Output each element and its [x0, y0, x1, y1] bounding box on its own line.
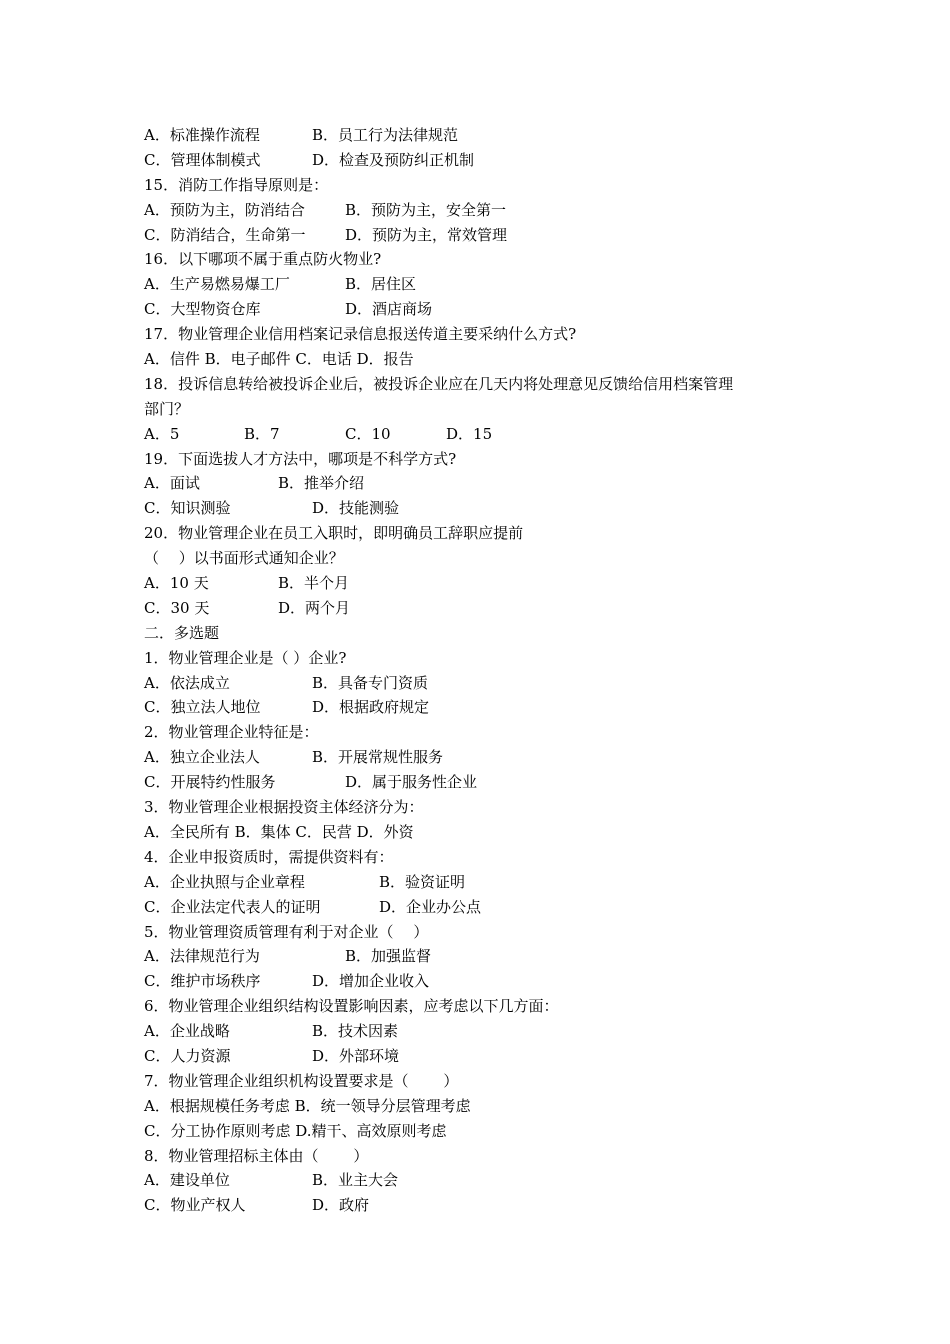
text-segment: B．加强监督	[345, 947, 432, 966]
text-line	[144, 671, 824, 696]
text-segment: A．企业执照与企业章程	[144, 872, 305, 891]
text-segment: D．15	[446, 424, 493, 443]
text-line	[144, 272, 824, 297]
text-line	[144, 247, 824, 272]
text-segment: 部门？	[144, 399, 190, 418]
text-line	[144, 845, 824, 870]
text-line	[144, 1044, 824, 1069]
text-line	[144, 1144, 824, 1169]
text-segment: 18．投诉信息转给被投诉企业后，被投诉企业应在几天内将处理意见反馈给信用档案管理	[144, 374, 734, 393]
text-segment: A．独立企业法人	[144, 748, 260, 767]
text-segment: B．半个月	[278, 574, 350, 593]
text-line	[144, 447, 824, 472]
text-line	[144, 820, 824, 845]
text-segment: D．属于服务性企业	[345, 773, 478, 792]
text-segment: A．预防为主，防消结合	[144, 200, 305, 219]
text-segment: B．具备专门资质	[312, 673, 429, 692]
text-line	[144, 347, 824, 372]
text-line	[144, 745, 824, 770]
text-segment: B．验资证明	[379, 872, 466, 891]
text-segment: A．信件 B．电子邮件 C．电话 D．报告	[144, 350, 414, 369]
text-segment: A．生产易燃易爆工厂	[144, 275, 290, 294]
text-line	[144, 471, 824, 496]
text-segment: 1．物业管理企业是（ ）企业?	[144, 648, 347, 667]
text-segment: 15．消防工作指导原则是：	[144, 175, 329, 194]
text-line	[144, 969, 824, 994]
text-segment: D．企业办公点	[379, 897, 482, 916]
text-segment: 4．企业申报资质时，需提供资料有：	[144, 847, 394, 866]
text-line	[144, 496, 824, 521]
text-segment: D．两个月	[278, 598, 351, 617]
text-segment: C．30 天	[144, 598, 210, 617]
text-segment: D．预防为主，常效管理	[345, 225, 508, 244]
text-line	[144, 1168, 824, 1193]
text-segment: B．技术因素	[312, 1022, 399, 1041]
text-segment: C．管理体制模式	[144, 150, 261, 169]
text-line	[144, 720, 824, 745]
text-segment: C．防消结合，生命第一	[144, 225, 306, 244]
text-segment: D．外部环境	[312, 1046, 400, 1065]
text-segment: 19．下面选拔人才方法中，哪项是不科学方式?	[144, 449, 457, 468]
text-segment: 二．多选题	[144, 623, 220, 642]
text-line	[144, 1069, 824, 1094]
text-line	[144, 1119, 824, 1144]
text-segment: C．开展特约性服务	[144, 773, 276, 792]
text-line	[144, 397, 824, 422]
text-line	[144, 1019, 824, 1044]
text-segment: A．根据规模任务考虑 B．统一领导分层管理考虑	[144, 1096, 471, 1115]
text-segment: C．分工协作原则考虑 D.精干、高效原则考虑	[144, 1121, 447, 1140]
text-segment: 17．物业管理企业信用档案记录信息报送传道主要采纳什么方式?	[144, 325, 577, 344]
text-line	[144, 1094, 824, 1119]
text-line	[144, 646, 824, 671]
text-segment: D．政府	[312, 1196, 370, 1215]
text-segment: C．大型物资仓库	[144, 300, 261, 319]
text-line	[144, 621, 824, 646]
text-segment: A．标准操作流程	[144, 126, 260, 144]
text-segment: 7．物业管理企业组织机构设置要求是（ ）	[144, 1071, 459, 1090]
text-segment: B．业主大会	[312, 1171, 399, 1190]
text-line	[144, 920, 824, 945]
text-line	[144, 546, 824, 571]
text-segment: 8．物业管理招标主体由（ ）	[144, 1146, 369, 1165]
text-segment: D．酒店商场	[345, 300, 433, 319]
text-segment: B．推举介绍	[278, 474, 365, 493]
text-segment: D．检查及预防纠正机制	[312, 150, 475, 169]
text-line	[144, 944, 824, 969]
text-line	[144, 770, 824, 795]
text-segment: 2．物业管理企业特征是：	[144, 723, 319, 742]
text-line	[144, 422, 824, 447]
text-line	[144, 148, 824, 173]
text-line	[144, 870, 824, 895]
text-line	[144, 372, 824, 397]
text-line	[144, 198, 824, 223]
text-segment: 20．物业管理企业在员工入职时，即明确员工辞职应提前	[144, 524, 524, 543]
document-body	[144, 123, 824, 1218]
text-segment: A．建设单位	[144, 1171, 230, 1190]
text-segment: C．10	[345, 424, 391, 443]
text-segment: C．知识测验	[144, 499, 231, 518]
text-segment: A．依法成立	[144, 673, 230, 692]
text-line	[144, 223, 824, 248]
text-line	[144, 173, 824, 198]
text-line	[144, 123, 824, 148]
text-segment: D．根据政府规定	[312, 698, 430, 717]
text-segment: C．物业产权人	[144, 1196, 246, 1215]
text-segment: A．全民所有 B．集体 C．民营 D．外资	[144, 822, 414, 841]
text-segment: D．增加企业收入	[312, 972, 430, 991]
text-segment: B．员工行为法律规范	[312, 126, 459, 144]
text-segment: B．预防为主，安全第一	[345, 200, 507, 219]
text-line	[144, 994, 824, 1019]
text-segment: C．独立法人地位	[144, 698, 261, 717]
text-segment: A．5	[144, 424, 180, 443]
text-segment: A．法律规范行为	[144, 947, 260, 966]
text-line	[144, 571, 824, 596]
text-segment: B．居住区	[345, 275, 417, 294]
text-segment: C．维护市场秩序	[144, 972, 261, 991]
text-segment: 3．物业管理企业根据投资主体经济分为：	[144, 798, 424, 817]
text-line	[144, 695, 824, 720]
text-segment: C．企业法定代表人的证明	[144, 897, 321, 916]
text-segment: A．企业战略	[144, 1022, 230, 1041]
text-segment: A．10 天	[144, 574, 209, 593]
text-segment: B．开展常规性服务	[312, 748, 444, 767]
text-segment: 16．以下哪项不属于重点防火物业?	[144, 250, 382, 269]
text-segment: D．技能测验	[312, 499, 400, 518]
text-line	[144, 795, 824, 820]
text-line	[144, 297, 824, 322]
text-segment: 6．物业管理企业组织结构设置影响因素，应考虑以下几方面：	[144, 997, 559, 1016]
text-line	[144, 521, 824, 546]
text-line	[144, 596, 824, 621]
text-line	[144, 1193, 824, 1218]
text-segment: B．7	[244, 424, 280, 443]
text-line	[144, 895, 824, 920]
text-segment: 5．物业管理资质管理有利于对企业（ ）	[144, 922, 429, 941]
text-segment: A．面试	[144, 474, 200, 493]
text-segment: C．人力资源	[144, 1046, 231, 1065]
text-segment: （ ）以书面形式通知企业？	[144, 549, 344, 568]
text-line	[144, 322, 824, 347]
